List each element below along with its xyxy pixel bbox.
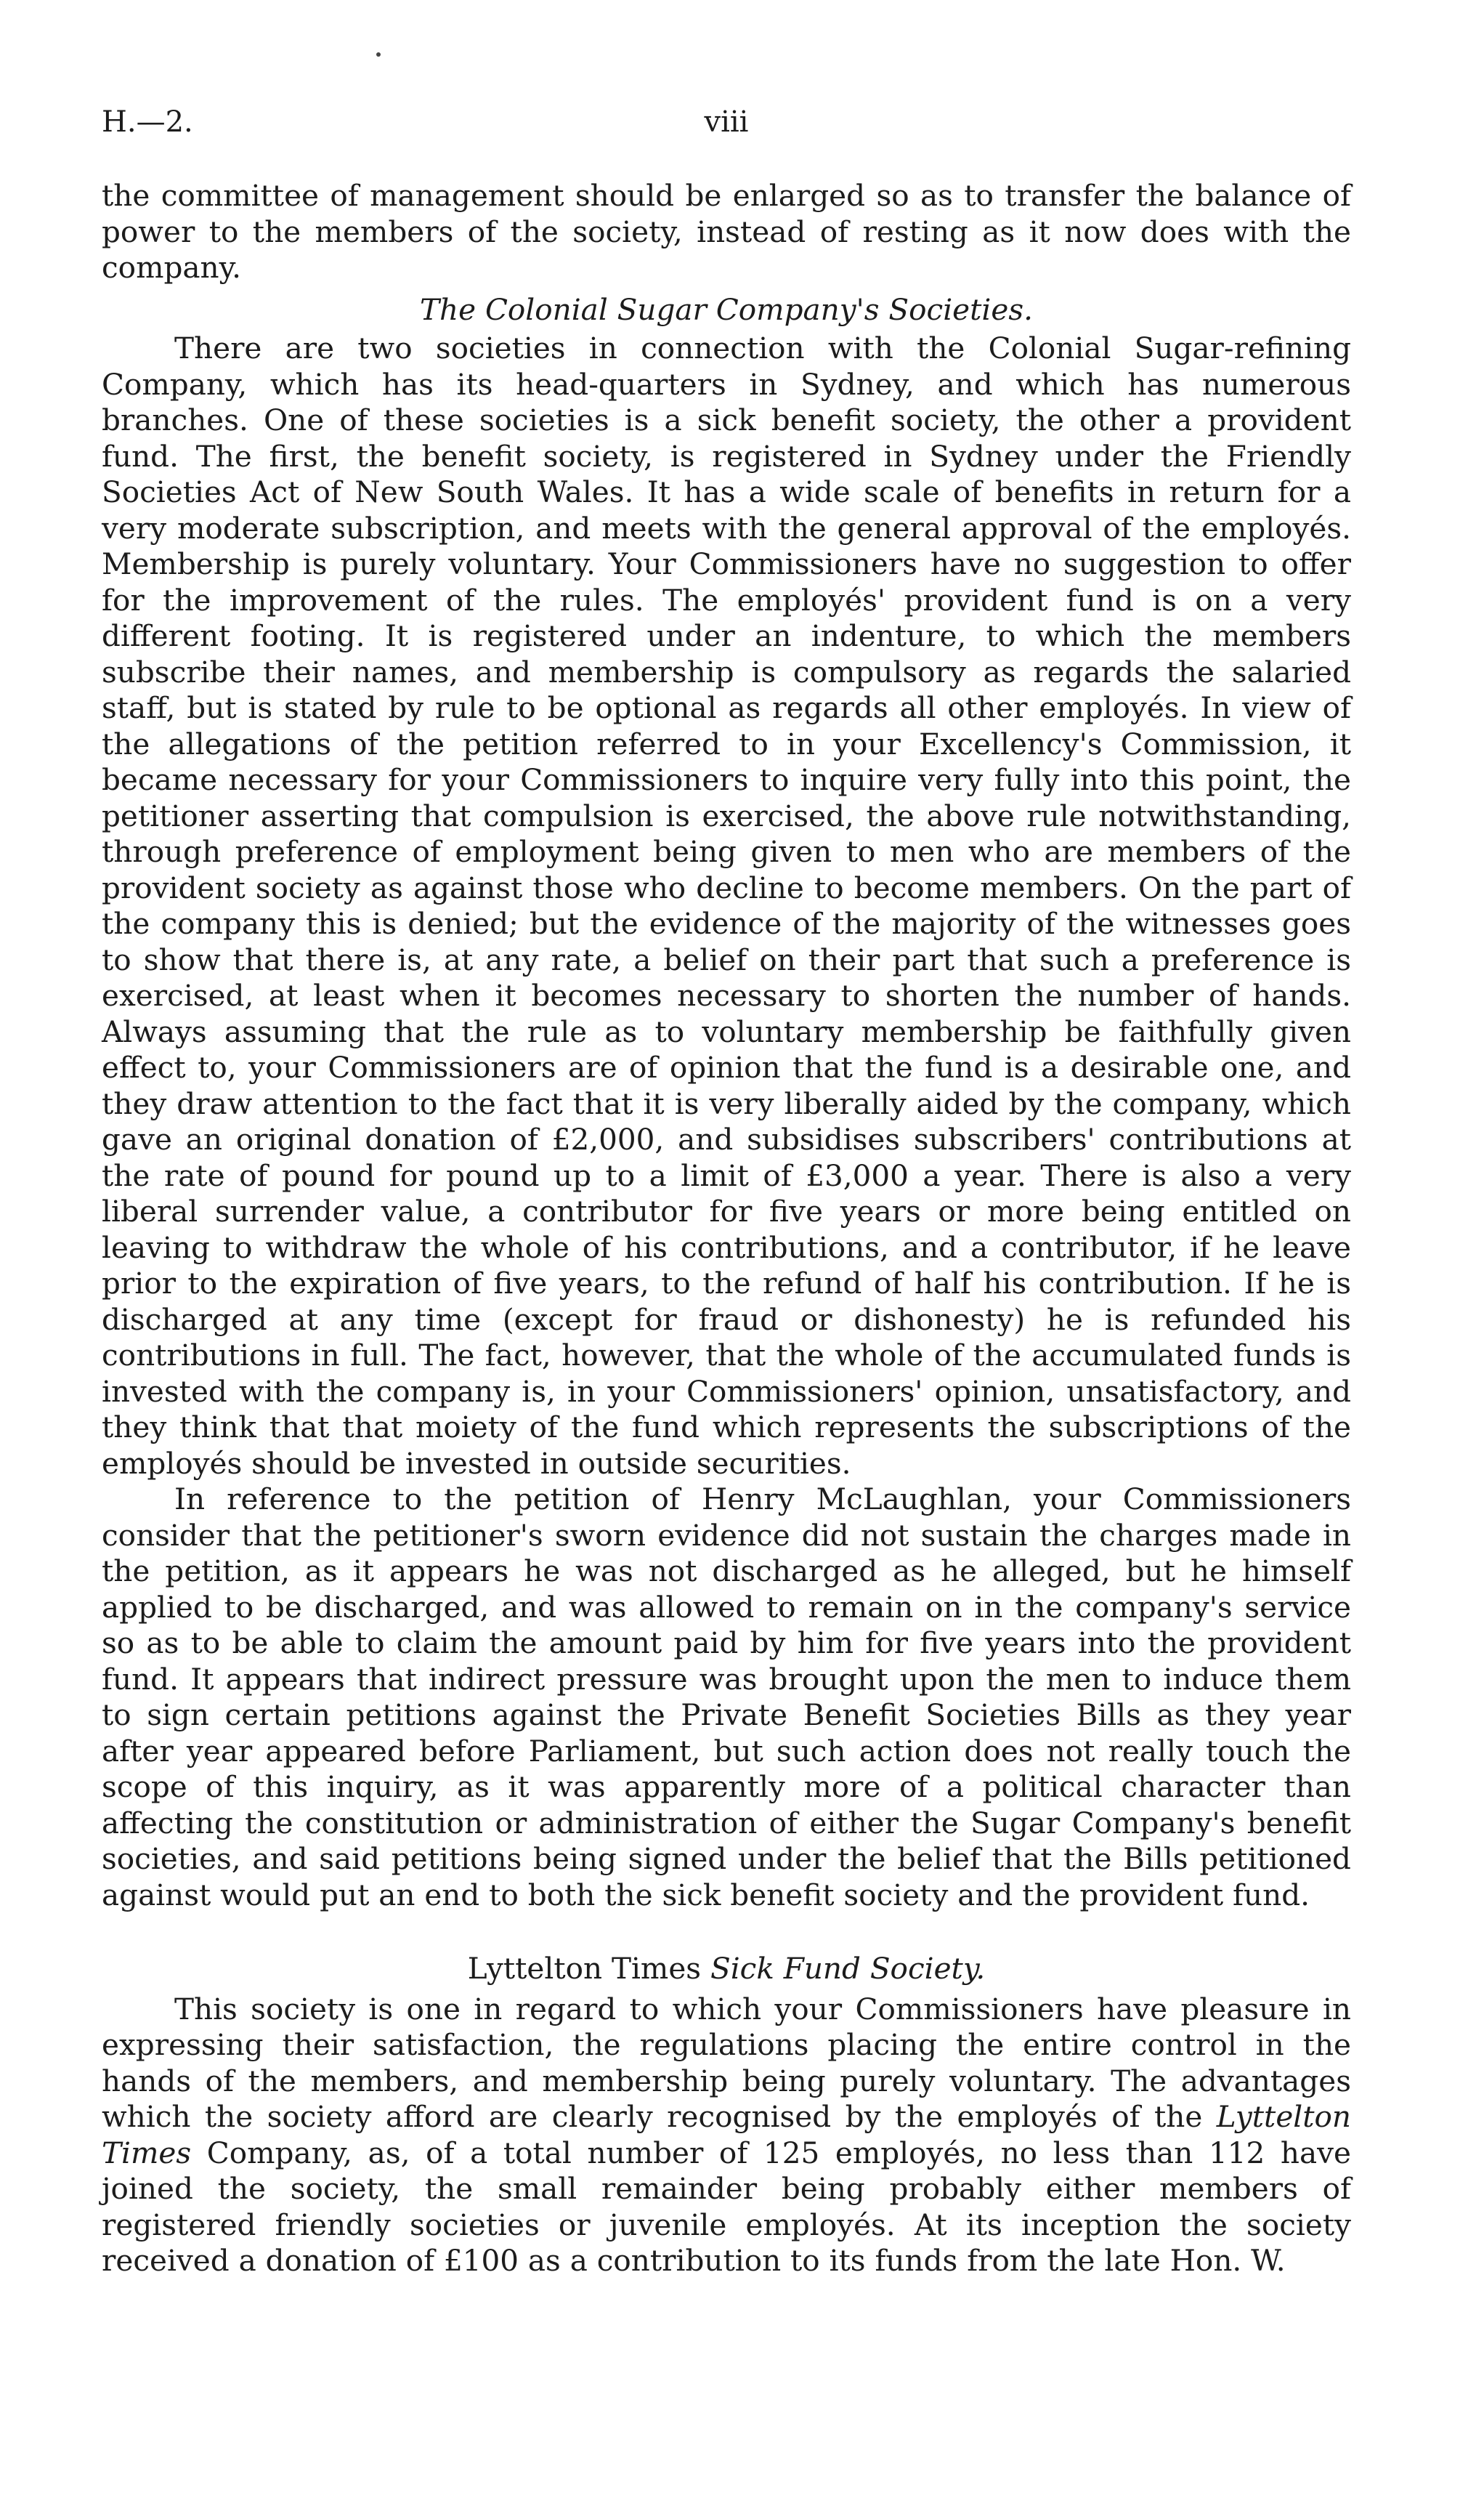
paragraph-lyttelton-italic-name: Lyttelton Times bbox=[102, 2099, 1351, 2170]
section-heading-lyttelton bbox=[102, 1951, 1351, 1987]
section-heading-colonial-sugar: The Colonial Sugar Company's Societies. bbox=[420, 291, 1033, 327]
page-body bbox=[102, 178, 1351, 2279]
heading-lyttelton-roman: Lyttelton Times bbox=[467, 1951, 702, 1986]
document-page bbox=[102, 0, 1351, 2506]
paragraph-lyttelton bbox=[102, 1992, 1351, 2279]
continuation-paragraph: the committee of management should be enlarged so as to transfer the balance of power to the members of the society, instead of resting as it now does with the company. bbox=[102, 178, 1351, 285]
paragraph-lyttelton-part2: Company, as, of a total number of 125 employés, no less than 112 have joined the society, the small remainder being probably either members of registered friendly societies or juvenile employés. At its inception the society received a donation of £100 as a contribution to its funds from the late Hon. W. bbox=[102, 2135, 1351, 2278]
page-number: viii bbox=[704, 105, 749, 139]
paragraph-colonial-sugar-1: There are two societies in connection with the Colonial Sugar-refining Company, which has its head-quarters in Sydney, and which has numerous branches. One of these societies is a sick benefit society, the other a provident fund. The first, the benefit society, is registered in Sydney under the Friendly Societies Act of New South Wales. It has a wide scale of benefits in return for a very moderate subscription, and meets with the general approval of the employés. Membership is purely voluntary. Your Commissioners have no suggestion to offer for the improvement of the rules. The employés' provident fund is on a very different footing. It is registered under an indenture, to which the members subscribe their names, and membership is compulsory as regards the salaried staff, but is stated by rule to be optional as regards all other employés. In view of the allegations of the petition referred to in your Excellency's Commission, it became necessary for your Commissioners to inquire very fully into this point, the petitioner asserting that compulsion is exercised, the above rule notwithstanding, through preference of employment being given to men who are members of the provident society as against those who decline to become members. On the part of the company this is denied; but the evidence of the majority of the witnesses goes to show that there is, at any rate, a belief on their part that such a preference is exercised, at least when it becomes necessary to shorten the number of hands. Always assuming that the rule as to voluntary membership be faithfully given effect to, your Commissioners are of opinion that the fund is a desirable one, and they draw attention to the fact that it is very liberally aided by the company, which gave an original donation of £2,000, and subsidises subscribers' contributions at the rate of pound for pound up to a limit of £3,000 a year. There is also a very liberal surrender value, a contributor for five years or more being entitled on leaving to withdraw the whole of his contributions, and a contributor, if he leave prior to the expiration of five years, to the refund of half his contribution. If he is discharged at any time (except for fraud or dishonesty) he is refunded his contributions in full. The fact, however, that the whole of the accumulated funds is invested with the company is, in your Commissioners' opinion, unsatisfactory, and they think that that moiety of the fund which represents the subscriptions of the employés should be invested in outside securities. bbox=[102, 331, 1351, 1481]
paragraph-lyttelton-part1: This society is one in regard to which your Commissioners have pleasure in expressing their satisfaction, the regulations placing the entire control in the hands of the members, and membership being purely voluntary. The advantages which the society afford are clearly recognised by the employés of the bbox=[102, 1991, 1351, 2134]
page-header bbox=[102, 105, 1351, 156]
heading-lyttelton-italic: Sick Fund Society. bbox=[710, 1951, 986, 1986]
document-reference: H.—2. bbox=[102, 105, 193, 139]
paragraph-colonial-sugar-2: In reference to the petition of Henry McLaughlan, your Commissioners consider that the petitioner's sworn evidence did not sustain the charges made in the petition, as it appears he was not discharged as he alleged, but he himself applied to be discharged, and was allowed to remain on in the company's service so as to be able to claim the amount paid by him for five years into the provident fund. It appears that indirect pressure was brought upon the men to induce them to sign certain petitions against the Private Benefit Societies Bills as they year after year appeared before Parliament, but such action does not really touch the scope of this inquiry, as it was apparently more of a political character than affecting the constitution or administration of either the Sugar Company's benefit societies, and said petitions being signed under the belief that the Bills petitioned against would put an end to both the sick benefit society and the provident fund. bbox=[102, 1482, 1351, 1912]
